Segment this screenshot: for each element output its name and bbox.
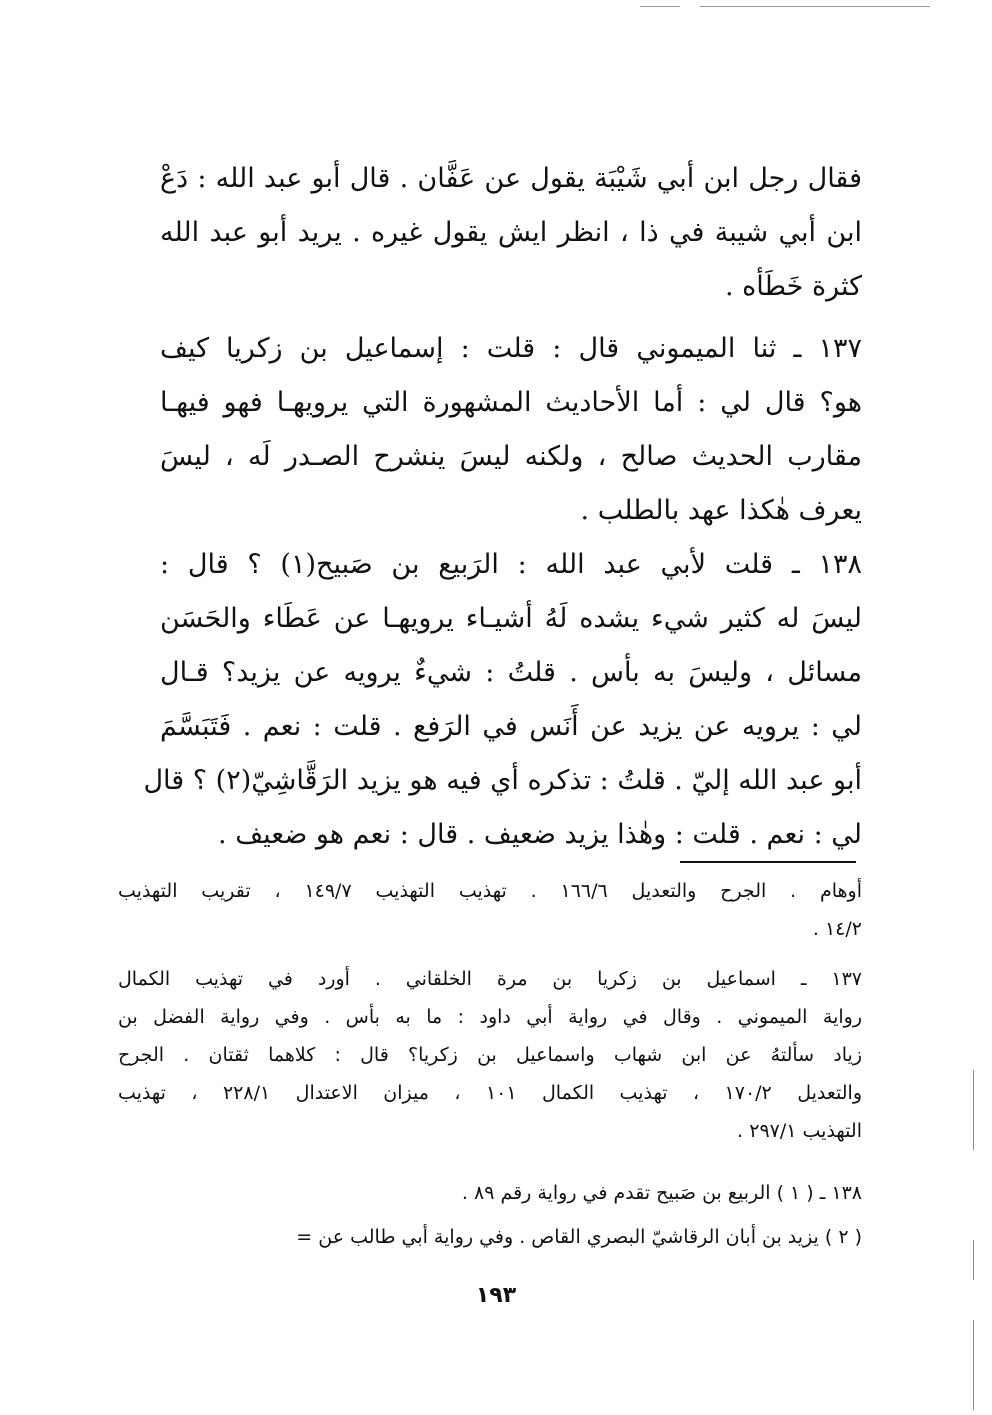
scan-edge-mark — [973, 1240, 974, 1280]
footnote-line: رواية الميموني . وقال في رواية أبي داود : ما به بأس . وفي رواية الفضل بن — [118, 1006, 862, 1028]
text-line: لي : يرويه عن يزيد عن أَنَس في الرَفع . قلت : نعم . فَتَبَسَّمَ — [160, 711, 862, 742]
footnote-line: والتعديل ١٧٠/٢ ، تهذيب الكمال ١٠١ ، ميزان الاعتدال ٢٢٨/١ ، تهذيب — [118, 1082, 862, 1104]
text-line: فقال رجل ابن أبي شَيْبَة يقول عن عَفَّان . قال أبو عبد الله : دَعْ — [160, 163, 862, 194]
text-line: مسائل ، وليسَ به بأس . قلتُ : شيءٌ يرويه عن يزيد؟ قـال — [160, 657, 862, 688]
footnote — [118, 1174, 862, 1212]
footnote-separator — [680, 861, 856, 863]
text-line: ١٣٨ ـ قلت لأبي عبد الله : الرَبيع بن صَبيح(١) ؟ قال : — [160, 549, 862, 580]
footnote — [118, 872, 862, 948]
footnote-line: زياد سألتهُ عن ابن شهاب واسماعيل بن زكريا؟ قال : كلاهما ثقتان . الجرح — [118, 1044, 862, 1066]
text-line: لي : نعم . قلت : وهٰذا يزيد ضعيف . قال : نعم هو ضعيف . — [218, 819, 862, 850]
page-number: ١٩٣ — [475, 1283, 517, 1308]
text-line: مقارب الحديث صالح ، ولكنه ليسَ ينشرح الصـدر لَه ، ليسَ — [160, 441, 862, 472]
text-line: هو؟ قال لي : أما الأحاديث المشهورة التي يرويهـا فهو فيهـا — [160, 387, 862, 418]
footnote — [118, 1218, 862, 1256]
text-line: ١٣٧ ـ ثنا الميموني قال : قلت : إسماعيل بن زكريا كيف — [160, 333, 862, 364]
footnote-line: ( ٢ ) يزيد بن أبان الرقاشيّ البصري القاص . وفي رواية أبي طالب عن = — [296, 1226, 862, 1248]
footnote-line: التهذيب ٢٩٧/١ . — [737, 1120, 862, 1142]
text-line: كثرة خَطَأه . — [724, 271, 862, 302]
text-line: ابن أبي شيبة في ذا ، انظر ايش يقول غيره . يريد أبو عبد الله — [160, 217, 862, 248]
footnote-line: ١٣٧ ـ اسماعيل بن زكريا بن مرة الخلقاني . أورد في تهذيب الكمال — [118, 968, 862, 990]
text-line: أبو عبد الله إليّ . قلتُ : تذكره أي فيه هو يزيد الرَقَّاشِيّ(٢) ؟ قال — [143, 765, 862, 796]
scan-edge-mark — [700, 6, 930, 7]
scan-edge-mark — [640, 6, 680, 7]
footnote — [118, 960, 862, 1150]
body-paragraph — [160, 152, 862, 314]
footnote-line: أوهام . الجرح والتعديل ١٦٦/٦ . تهذيب التهذيب ١٤٩/٧ ، تقريب التهذيب — [118, 880, 862, 902]
footnote-line: ١٤/٢ . — [812, 918, 862, 940]
body-paragraph — [143, 538, 862, 862]
scan-edge-mark — [973, 1320, 974, 1410]
scan-edge-mark — [973, 1070, 974, 1150]
text-line: يعرف هٰكذا عهد بالطلب . — [580, 495, 862, 526]
text-line: ليسَ له كثير شيء يشده لَهُ أشيـاء يرويهـا عن عَطَاء والحَسَن — [160, 603, 862, 634]
body-paragraph — [160, 322, 862, 538]
footnote-line: ١٣٨ ـ ( ١ ) الربيع بن صَبيح تقدم في رواية رقم ٨٩ . — [461, 1182, 862, 1204]
